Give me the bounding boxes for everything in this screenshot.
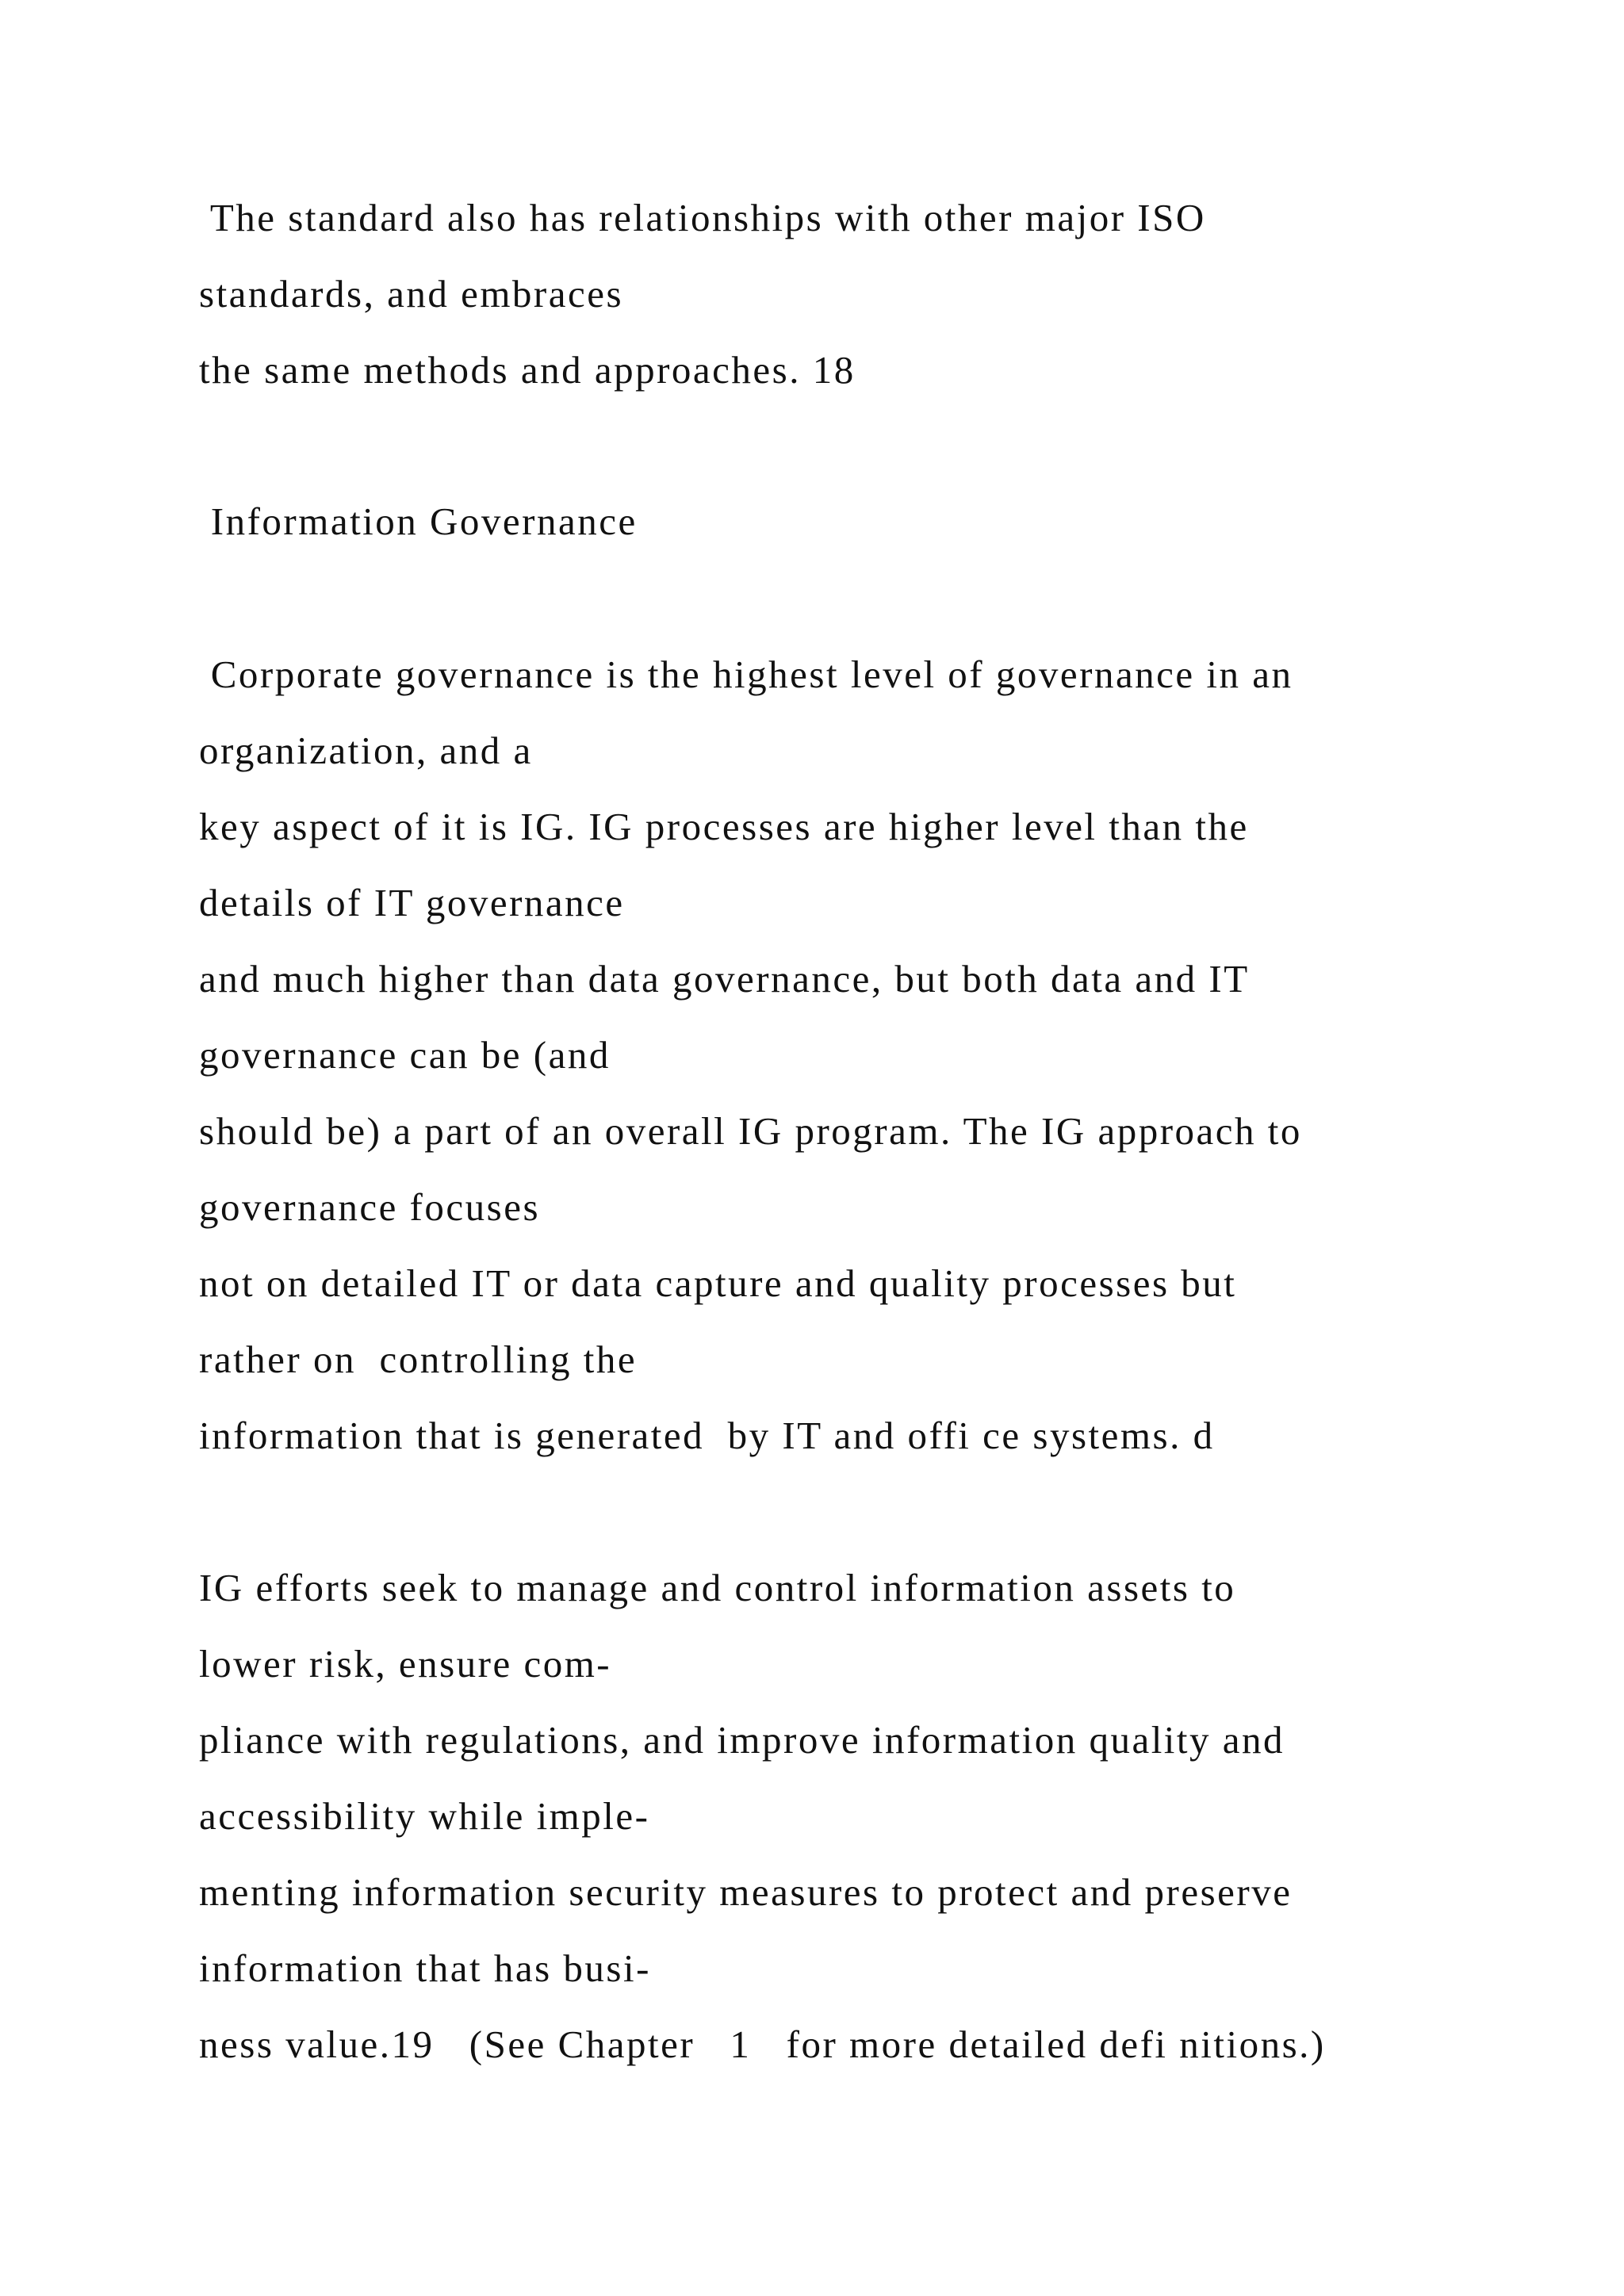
text-line: menting information security measures to protect and preserve (199, 1870, 1293, 1914)
text-line: and much higher than data governance, but both data and IT (199, 957, 1250, 1001)
text-line: the same methods and approaches. 18 (199, 348, 856, 392)
text-line: details of IT governance (199, 881, 625, 924)
text-line: governance can be (and (199, 1033, 611, 1077)
text-line: should be) a part of an overall IG program. The IG approach to (199, 1109, 1302, 1153)
text-line: standards, and embraces (199, 272, 624, 316)
text-line: governance focuses (199, 1185, 541, 1229)
text-line: rather on controlling the (199, 1337, 638, 1381)
section-heading: Information Governance (199, 499, 638, 543)
text-line: The standard also has relationships with other major ISO (199, 196, 1206, 239)
text-line: not on detailed IT or data capture and quality processes but (199, 1261, 1237, 1305)
text-line: accessibility while imple- (199, 1794, 650, 1838)
text-line: organization, and a (199, 729, 533, 772)
text-line: Corporate governance is the highest level of governance in an (199, 652, 1293, 696)
text-line: key aspect of it is IG. IG processes are higher level than the (199, 805, 1249, 848)
text-line: pliance with regulations, and improve information quality and (199, 1718, 1285, 1762)
text-line: IG efforts seek to manage and control information assets to (199, 1566, 1236, 1609)
text-line: information that is generated by IT and offi ce systems. d (199, 1414, 1215, 1457)
text-line: information that has busi- (199, 1946, 651, 1990)
text-line: ness value.19 (See Chapter 1 for more detailed defi nitions.) (199, 2022, 1326, 2066)
text-line: lower risk, ensure com- (199, 1642, 612, 1686)
